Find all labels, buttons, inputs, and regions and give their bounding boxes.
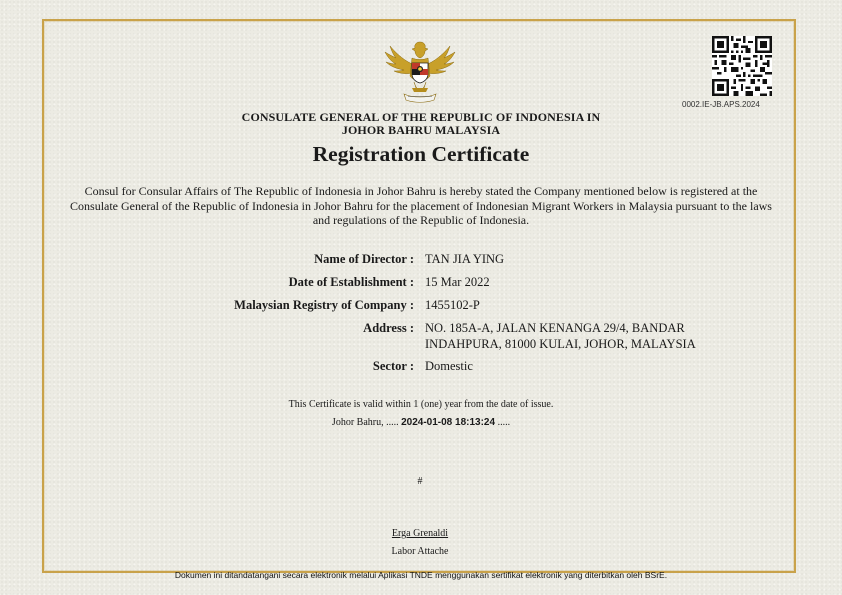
registry-label: Malaysian Registry of Company : xyxy=(234,298,414,312)
document-code: 0002.IE-JB.APS.2024 xyxy=(682,100,760,109)
certificate-statement: Consul for Consular Affairs of The Republic of Indonesia in Johor Bahru is hereby stated the Company mentioned below is registered at the Consulate General of the Republic of Indonesia in Johor Bahru for the placement of Indonesian Migrant Workers in Malaysia pursuant to the laws and regulations of the Republic of Indonesia. xyxy=(70,184,772,227)
sector-value: Domestic xyxy=(425,359,473,373)
garuda-emblem-icon xyxy=(382,36,458,108)
page-title: Registration Certificate xyxy=(312,142,530,166)
director-label: Name of Director : xyxy=(314,252,414,266)
issuer-line-1: CONSULATE GENERAL OF THE REPUBLIC OF INDONESIA IN xyxy=(241,110,601,124)
issuer-line-2: JOHOR BAHRU MALAYSIA xyxy=(341,122,501,137)
establishment-value: 15 Mar 2022 xyxy=(425,275,490,289)
issue-suffix: ..... xyxy=(497,417,511,428)
address-label: Address : xyxy=(363,321,414,335)
validity-note: This Certificate is valid within 1 (one) year from the date of issue. xyxy=(288,399,554,410)
electronic-signature-footer: Dokumen ini ditandatangani secara elektronik melalui Aplikasi TNDE menggunakan sertifikat elektronik yang diterbitkan oleh BSrE. xyxy=(174,570,668,580)
signer-position: Labor Attache xyxy=(391,546,449,557)
registry-value: 1455102-P xyxy=(425,298,480,312)
issuer-header xyxy=(150,111,692,136)
address-value: NO. 185A-A, JALAN KENANGA 29/4, BANDAR INDAHPURA, 81000 KULAI, JOHOR, MALAYSIA xyxy=(425,321,696,351)
issue-datetime: 2024-01-08 18:13:24 xyxy=(401,417,496,428)
issue-place-date xyxy=(150,417,692,428)
signer-name: Erga Grenaldi xyxy=(391,528,449,539)
issue-place: Johor Bahru, ..... xyxy=(331,417,399,428)
director-value: TAN JIA YING xyxy=(425,252,505,266)
establishment-label: Date of Establishment : xyxy=(288,275,414,289)
sector-label: Sector : xyxy=(372,359,414,373)
signature-hash: # xyxy=(417,476,423,487)
qr-code-icon xyxy=(712,36,772,96)
